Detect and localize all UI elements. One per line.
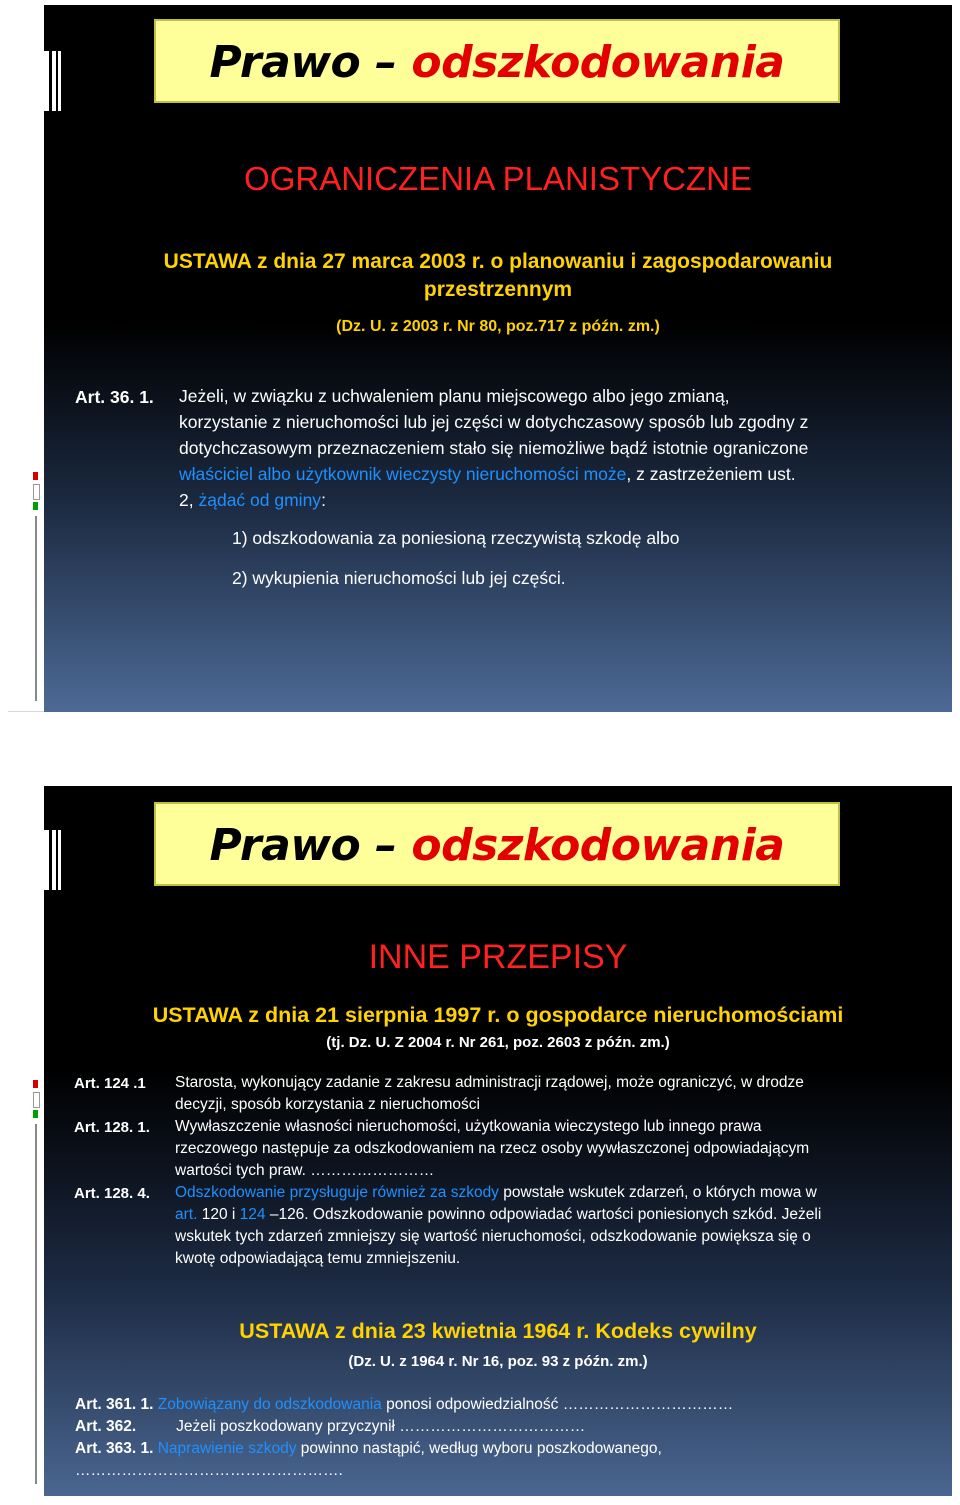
article-line: art. 120 i 124 –126. Odszkodowanie powinno odpowiadać wartości poniesionych szkód. Jeżeli: [175, 1206, 822, 1223]
slide-title: Prawo – odszkodowania: [209, 820, 785, 871]
article-line: Jeżeli, w związku z uchwaleniem planu miejscowego albo jego zmianą,: [179, 386, 730, 406]
sidebar-marker-icon: [33, 1092, 40, 1108]
article-line: wartości tych praw. ……………………: [175, 1162, 435, 1179]
article-line: właściciel albo użytkownik wieczysty nieruchomości może, z zastrzeżeniem ust.: [179, 464, 796, 484]
section-heading: OGRANICZENIA PLANISTYCZNE: [244, 160, 752, 197]
article-line: Odszkodowanie przysługuje również za szkody powstałe wskutek zdarzeń, o których mowa w: [175, 1184, 817, 1201]
act-reference: (Dz. U. z 1964 r. Nr 16, poz. 93 z późn. zm.): [348, 1353, 648, 1370]
article-label: Art. 124 .1: [74, 1075, 146, 1092]
article-line: kwotę odpowiadającą temu zmniejszeniu.: [175, 1250, 461, 1267]
highlight-text: właściciel albo użytkownik wieczysty nieruchomości może: [179, 464, 627, 484]
article-text: [179, 383, 939, 513]
sidebar-line: [35, 516, 37, 701]
article-line: Art. 363. 1. Naprawienie szkody powinno nastąpić, według wyboru poszkodowanego,: [75, 1440, 662, 1457]
article-label: Art. 128. 1.: [74, 1119, 150, 1136]
article-text: [175, 1072, 804, 1116]
highlight-text: Naprawienie szkody: [157, 1440, 297, 1457]
article-line: …………………………………………….: [75, 1462, 343, 1479]
article-label: Art. 128. 4.: [74, 1185, 150, 1202]
slide-planning-restrictions: [44, 5, 952, 712]
article-line: rzeczowego następuje za odszkodowaniem na rzecz osoby wywłaszczonej odpowiadającym: [175, 1140, 810, 1157]
article-label: Art. 361.: [75, 1396, 137, 1413]
highlight-text: żądać od gminy: [198, 490, 322, 510]
list-item: 2) wykupienia nieruchomości lub jej części.: [232, 568, 566, 588]
decorative-bars-icon: [44, 51, 64, 111]
decorative-bars-icon: [44, 830, 64, 890]
divider: [8, 711, 44, 712]
article-label: Art. 36. 1.: [75, 387, 154, 407]
article-line: Wywłaszczenie własności nieruchomości, użytkowania wieczystego lub innego prawa: [175, 1118, 762, 1135]
article-text: [175, 1182, 821, 1270]
article-line: 2, żądać od gminy:: [179, 490, 326, 510]
section-heading: INNE PRZEPISY: [368, 938, 628, 976]
article-label: Art. 363.: [75, 1440, 137, 1457]
highlight-text: Odszkodowanie przysługuje również za szkody: [175, 1184, 499, 1201]
article-line: decyzji, sposób korzystania z nieruchomości: [175, 1096, 480, 1113]
article-label: Art. 362.: [75, 1418, 137, 1435]
sidebar-marker-icon: [33, 472, 38, 480]
article-text: [175, 1116, 809, 1182]
sidebar-line: [35, 1124, 37, 1484]
highlight-text: Zobowiązany do odszkodowania: [157, 1396, 382, 1413]
article-line: dotychczasowym przeznaczeniem stało się niemożliwe bądź istotnie ograniczone: [179, 438, 809, 458]
slide-title-box: [154, 802, 840, 886]
act-reference: (Dz. U. z 2003 r. Nr 80, poz.717 z późn. zm.): [336, 318, 660, 335]
list-item: 1) odszkodowania za poniesioną rzeczywistą szkodę albo: [232, 528, 680, 548]
sidebar-marker-icon: [33, 1110, 38, 1118]
highlight-text: 124: [239, 1206, 266, 1223]
civil-code-articles: [75, 1394, 945, 1482]
slide-other-regulations: [44, 786, 952, 1496]
sidebar-marker-icon: [33, 1080, 38, 1088]
sidebar-marker-icon: [33, 502, 38, 510]
act-title-line-1: USTAWA z dnia 27 marca 2003 r. o planowaniu i zagospodarowaniu: [163, 250, 833, 273]
act-title: USTAWA z dnia 21 sierpnia 1997 r. o gospodarce nieruchomościami: [152, 1003, 844, 1027]
article-line: korzystanie z nieruchomości lub jej części w dotychczasowy sposób lub zgodny z: [179, 412, 809, 432]
highlight-text: art.: [175, 1206, 198, 1223]
article-line: Starosta, wykonujący zadanie z zakresu administracji rządowej, może ograniczyć, w drodze: [175, 1074, 804, 1091]
article-line: Art. 361. 1. Zobowiązany do odszkodowania ponosi odpowiedzialność ……………………………: [75, 1396, 734, 1413]
act-title: [44, 248, 952, 304]
act-reference: (tj. Dz. U. Z 2004 r. Nr 261, poz. 2603 z późn. zm.): [326, 1034, 670, 1051]
slide-title-box: [154, 19, 840, 103]
article-line: wskutek tych zdarzeń zmniejszy się wartość nieruchomości, odszkodowanie powiększa się o: [175, 1228, 811, 1245]
article-line: Art. 362. Jeżeli poszkodowany przyczynił ………………………………: [75, 1418, 586, 1435]
slide-title: Prawo – odszkodowania: [209, 37, 785, 88]
act-title-line-2: przestrzennym: [423, 278, 573, 301]
act-title: USTAWA z dnia 23 kwietnia 1964 r. Kodeks cywilny: [239, 1319, 757, 1343]
sidebar-marker-icon: [33, 484, 40, 500]
